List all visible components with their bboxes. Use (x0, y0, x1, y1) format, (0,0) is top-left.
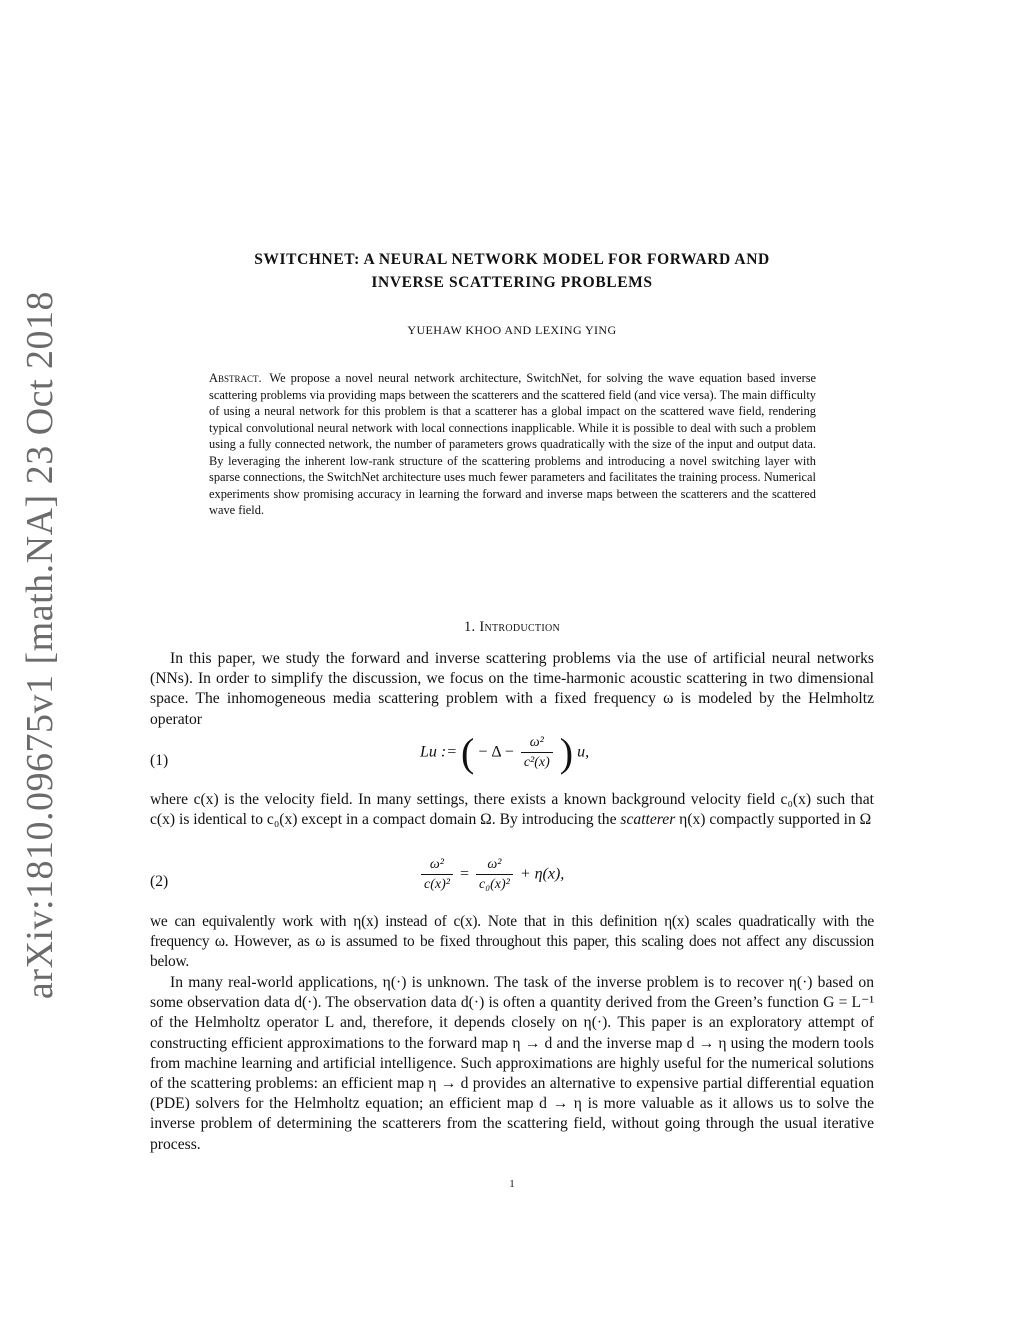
equation-1-denominator: c²(x) (523, 755, 550, 770)
equation-2-equals: = (459, 865, 469, 883)
equation-2-numerator-right: ω² (476, 857, 513, 875)
abstract-label: Abstract. (209, 371, 262, 385)
intro-paragraph-2 (150, 790, 874, 830)
paper-title (150, 248, 874, 294)
equation-2-denominator-left: c(x)² (424, 877, 450, 892)
equation-2-denominator-right: c₀(x)² (478, 877, 510, 892)
title-line-1: SWITCHNET: A NEURAL NETWORK MODEL FOR FORWARD AND (254, 251, 770, 268)
page-number: 1 (509, 1178, 515, 1190)
equation-1 (420, 730, 590, 775)
scatterer-term: scatterer (620, 811, 676, 829)
equation-1-tail: u, (577, 743, 590, 761)
intro-paragraph-2-start: where c(x) is the velocity field. In many settings, there exists a known background velocity field c₀(x) such that c(x) is identical to c₀(x) except in a compact domain Ω. By introducing the (150, 791, 874, 829)
title-line-2: INVERSE SCATTERING PROBLEMS (371, 274, 653, 291)
equation-1-numerator: ω² (521, 735, 553, 753)
equation-1-fraction (521, 735, 553, 771)
intro-paragraph-1: In this paper, we study the forward and inverse scattering problems via the use of artificial neural networks (NNs). In order to simplify the discussion, we focus on the time-harmonic acoustic scattering in two dimensional space. The inhomogeneous media scattering problem with a fixed frequency ω is modeled by the Helmholtz operator (150, 650, 874, 728)
equation-1-minus-delta: − Δ − (478, 743, 514, 761)
equation-2-number: (2) (150, 873, 169, 890)
intro-paragraph-2-end: η(x) compactly supported in Ω (675, 811, 872, 829)
equation-2 (418, 857, 564, 893)
intro-paragraph-4: In many real-world applications, η(·) is unknown. The task of the inverse problem is to recover η(·) based on some observation data d(·). The observation data d(·) is often a quantity derived from the Green’s function G = L⁻¹ of the Helmholtz operator L and, therefore, it depends closely on η(·). This paper is an exploratory attempt of constructing efficient approximations to the forward map η → d and the inverse map d → η using the modern tools from machine learning and artificial intelligence. Such approximations are highly useful for the numerical solutions of the scattering problems: an efficient map η → d provides an alternative to expensive partial differential equation (PDE) solvers for the Helmholtz equation; an efficient map d → η is more valuable as it allows us to solve the inverse problem of determining the scatterers from the scattering field, without going through the usual iterative process. (150, 974, 874, 1153)
arxiv-identifier: arXiv:1810.09675v1 [math.NA] 23 Oct 2018 (19, 290, 61, 1000)
equation-2-tail: + η(x), (519, 865, 565, 883)
intro-paragraph-3: we can equivalently work with η(x) instead of c(x). Note that in this definition η(x) scales quadratically with the frequency ω. However, as ω is assumed to be fixed throughout this paper, this scaling does not affect any discussion below. (150, 913, 874, 971)
abstract-text: We propose a novel neural network architecture, SwitchNet, for solving the wave equation based inverse scattering problems via providing maps between the scatterers and the scattered field (and vice versa). The main difficulty of using a neural network for this problem is that a scatterer has a global impact on the scattered wave field, rendering typical convolutional neural network with local connections inapplicable. While it is possible to deal with such a problem using a fully connected network, the number of parameters grows quadratically with the size of the input and output data. By leveraging the inherent low-rank structure of the scattering problems and introducing a novel switching layer with sparse connections, the SwitchNet architecture uses much fewer parameters and facilitates the training process. Numerical experiments show promising accuracy in learning the forward and inverse maps between the scatterers and the scattered wave field. (209, 371, 817, 517)
equation-2-fraction-right (476, 857, 513, 893)
equation-1-number: (1) (150, 752, 169, 769)
equation-1-close-paren: ) (559, 730, 574, 775)
equation-2-fraction-left (421, 857, 453, 893)
abstract (209, 370, 816, 519)
equation-2-numerator-left: ω² (421, 857, 453, 875)
section-heading-introduction: 1. Introduction (463, 619, 561, 635)
arxiv-sidebar-stamp (0, 0, 80, 1325)
equation-1-lhs: Lu := (420, 743, 458, 761)
paper-authors: YUEHAW KHOO AND LEXING YING (407, 323, 617, 337)
equation-1-open-paren: ( (461, 730, 475, 775)
